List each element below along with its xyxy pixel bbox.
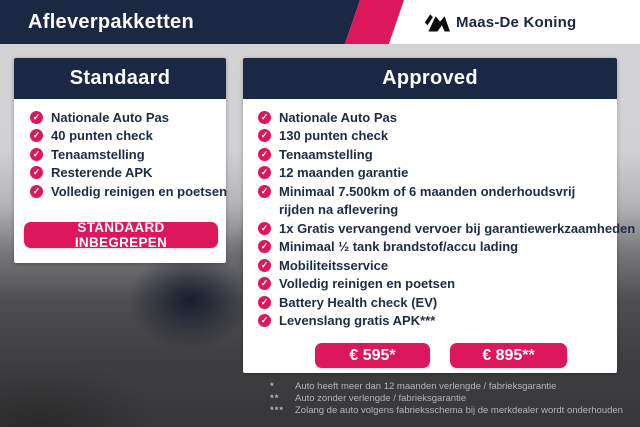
list-item: ✓ 130 punten check (258, 127, 617, 146)
check-icon (258, 296, 271, 309)
check-icon (258, 148, 271, 161)
footnote-text: Auto zonder verlengde / fabrieksgarantie (295, 392, 467, 404)
list-item: ✓ Volledig reinigen en poetsen (258, 275, 617, 294)
list-item: ✓ 12 maanden garantie (258, 164, 617, 183)
check-icon (30, 185, 43, 198)
list-item: ✓ Nationale Auto Pas (258, 108, 617, 127)
check-icon (258, 240, 271, 253)
check-icon (258, 222, 271, 235)
check-icon (258, 314, 271, 327)
footnote-mark: * (270, 381, 275, 392)
check-icon (258, 129, 271, 142)
footnote-text: Zolang de auto volgens fabrieksschema bij de merkdealer wordt onderhouden (295, 404, 623, 416)
list-item: ✓ Minimaal ½ tank brandstof/accu lading (258, 238, 617, 257)
footnote (270, 393, 623, 405)
footnotes (270, 381, 623, 416)
list-item: ✓ Resterende APK (30, 164, 226, 183)
check-icon (258, 277, 271, 290)
list-item: ✓ Battery Health check (EV) (258, 293, 617, 312)
card-standaard (14, 58, 226, 263)
brand-logo (423, 0, 576, 44)
price-button-595[interactable]: € 595* (315, 343, 430, 368)
check-icon (30, 111, 43, 124)
check-icon (258, 111, 271, 124)
brand-m-icon (423, 11, 450, 34)
list-item: ✓ Mobiliteitsservice (258, 256, 617, 275)
check-icon (30, 129, 43, 142)
top-header (0, 0, 640, 44)
list-item: ✓ Nationale Auto Pas (30, 108, 226, 127)
price-button-895[interactable]: € 895** (450, 343, 567, 368)
footnote (270, 405, 623, 417)
standaard-feature-list (30, 108, 226, 201)
card-approved-title: Approved (243, 58, 617, 99)
check-icon (258, 166, 271, 179)
list-item: ✓ Volledig reinigen en poetsen (30, 182, 226, 201)
check-icon (258, 259, 271, 272)
list-item: ✓ Minimaal 7.500km of 6 maanden onderhoudsvrij (258, 182, 617, 201)
list-item: ✓ 1x Gratis vervangend vervoer bij garantiewerkzaamheden (258, 219, 617, 238)
check-icon (258, 185, 271, 198)
card-approved (243, 58, 636, 373)
footnote (270, 381, 623, 393)
list-item: ✓ Tenaamstelling (30, 145, 226, 164)
list-item-continuation: rijden na aflevering (279, 202, 399, 218)
card-standaard-title: Standaard (14, 58, 226, 99)
footnote-text: Auto heeft meer dan 12 maanden verlengde / fabrieksgarantie (295, 381, 557, 392)
check-icon (30, 166, 43, 179)
list-item: ✓ Tenaamstelling (258, 145, 617, 164)
approved-feature-list (258, 108, 636, 330)
list-item: ✓ Levenslang gratis APK*** (258, 312, 617, 331)
footnote-mark: *** (270, 404, 285, 416)
list-item: ✓ 40 punten check (30, 127, 226, 146)
standaard-included-button[interactable]: STANDAARD INBEGREPEN (24, 222, 218, 248)
brand-name: Maas-De Koning (456, 13, 577, 31)
page-title: Afleverpakketten (28, 10, 194, 33)
footnote-mark: ** (270, 392, 280, 404)
check-icon (30, 148, 43, 161)
